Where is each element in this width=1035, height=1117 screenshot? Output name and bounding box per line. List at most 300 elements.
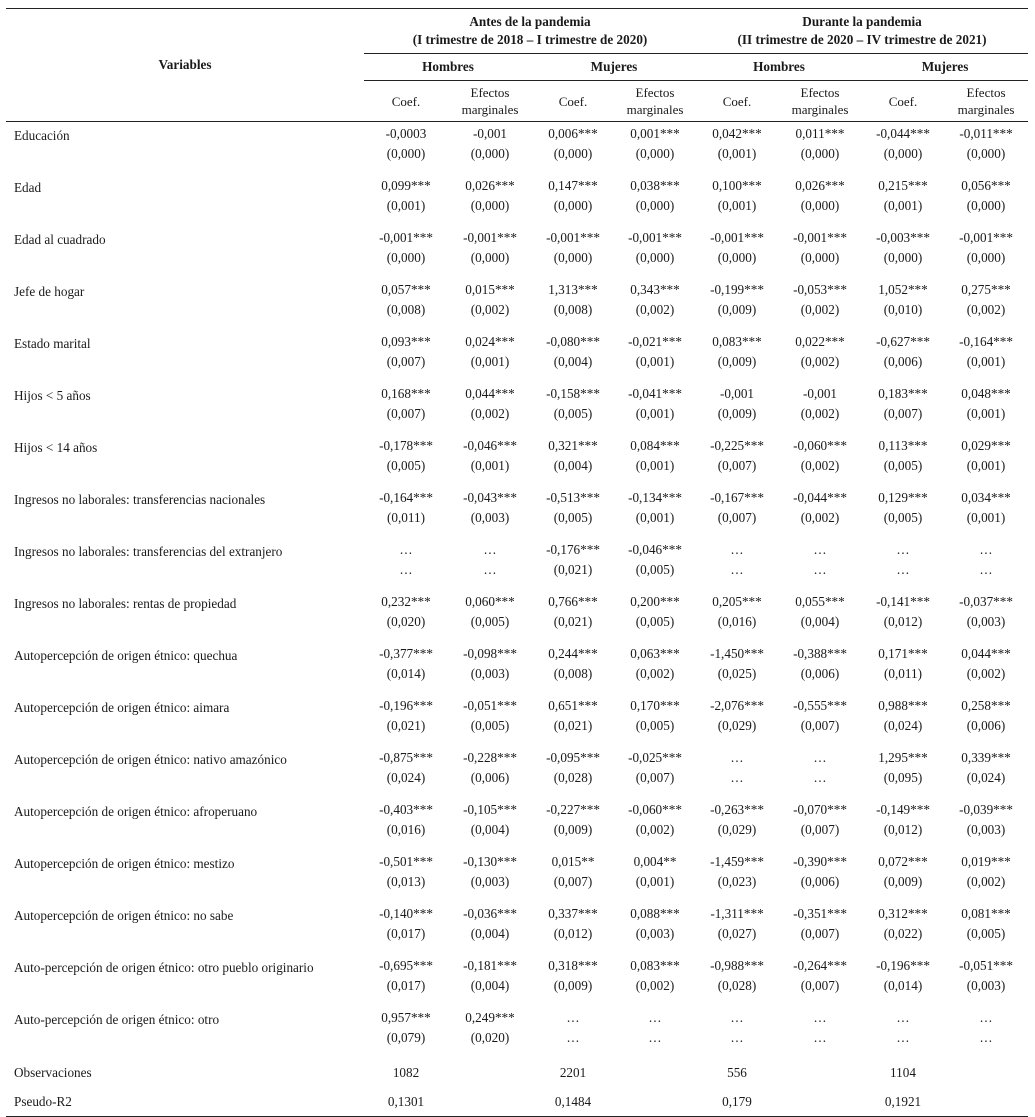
table-row	[6, 330, 1028, 382]
coef-cell	[532, 174, 614, 226]
marginal-cell	[778, 226, 862, 278]
marginal-cell	[778, 486, 862, 538]
estimate-value: 0,100***	[712, 178, 762, 193]
std-error-value: (0,007)	[717, 510, 757, 525]
estimate-value: -0,130***	[463, 854, 517, 869]
std-error-value: (0,010)	[883, 302, 923, 317]
std-error-value: …	[896, 1030, 910, 1045]
marginal-label-line2: marginales	[957, 102, 1015, 117]
estimate-value: -0,225***	[710, 438, 764, 453]
std-error-value: (0,009)	[883, 874, 923, 889]
std-error-value: (0,000)	[553, 146, 593, 161]
regression-table-container	[6, 8, 1028, 1117]
std-error-value: (0,023)	[717, 874, 757, 889]
marginal-cell	[614, 798, 696, 850]
marginal-effects-header	[448, 81, 532, 122]
estimate-value: …	[730, 750, 744, 765]
std-error-value: (0,002)	[800, 354, 840, 369]
marginal-cell	[614, 850, 696, 902]
marginal-cell	[448, 226, 532, 278]
estimate-value: -0,695***	[379, 958, 433, 973]
marginal-effects-header	[614, 81, 696, 122]
variable-name: Autopercepción de origen étnico: nativo amazónico	[14, 752, 287, 767]
estimate-value: 0,318***	[548, 958, 598, 973]
coef-cell	[696, 434, 778, 486]
std-error-value: (0,000)	[470, 198, 510, 213]
std-error-value: (0,002)	[800, 458, 840, 473]
coef-cell	[696, 278, 778, 330]
std-error-value: (0,002)	[800, 302, 840, 317]
std-error-value: (0,011)	[387, 510, 425, 525]
coef-cell	[364, 226, 448, 278]
marginal-cell	[944, 538, 1028, 590]
std-error-value: …	[730, 1030, 744, 1045]
period-subtitle: (II trimestre de 2020 – IV trimestre de 2021)	[737, 32, 987, 47]
std-error-value: (0,022)	[883, 926, 923, 941]
marginal-cell	[778, 330, 862, 382]
std-error-value: (0,000)	[635, 250, 675, 265]
estimate-value: …	[896, 542, 910, 557]
std-error-value: …	[813, 1030, 827, 1045]
estimate-value: 0,022***	[795, 334, 845, 349]
coef-header: Coef.	[558, 93, 588, 109]
estimate-value: -0,176***	[546, 542, 600, 557]
marginal-cell	[448, 174, 532, 226]
marginal-cell	[614, 330, 696, 382]
estimate-value: 0,056***	[961, 178, 1011, 193]
estimate-value: 0,343***	[630, 282, 680, 297]
estimate-value: 0,034***	[961, 490, 1011, 505]
std-error-value: (0,021)	[553, 718, 593, 733]
std-error-value: (0,000)	[883, 250, 923, 265]
std-error-value: …	[566, 1030, 580, 1045]
estimate-value: 0,244***	[548, 646, 598, 661]
std-error-value: (0,006)	[470, 770, 510, 785]
period-header-during	[696, 9, 1028, 54]
estimate-value: 0,232***	[381, 594, 431, 609]
coef-cell	[532, 642, 614, 694]
marginal-cell	[944, 590, 1028, 642]
estimate-value: -0,011***	[959, 126, 1013, 141]
std-error-value: …	[896, 562, 910, 577]
std-error-value: …	[399, 562, 413, 577]
std-error-value: (0,009)	[717, 354, 757, 369]
marginal-cell	[944, 746, 1028, 798]
estimate-value: -0,263***	[710, 802, 764, 817]
estimate-value: 0,339***	[961, 750, 1011, 765]
estimate-value: 0,055***	[795, 594, 845, 609]
estimate-value: …	[979, 1010, 993, 1025]
std-error-value: (0,008)	[553, 302, 593, 317]
std-error-value: (0,000)	[470, 250, 510, 265]
std-error-value: (0,001)	[717, 198, 757, 213]
estimate-value: -0,001***	[463, 230, 517, 245]
estimate-value: 0,001***	[630, 126, 680, 141]
coef-cell	[532, 226, 614, 278]
marginal-cell	[448, 330, 532, 382]
estimate-value: 0,337***	[548, 906, 598, 921]
footer-value: 1082	[392, 1064, 420, 1080]
std-error-value: (0,001)	[635, 874, 675, 889]
estimate-value: …	[648, 1010, 662, 1025]
estimate-value: 0,057***	[381, 282, 431, 297]
estimate-value: -1,459***	[710, 854, 764, 869]
estimate-value: 0,249***	[465, 1010, 515, 1025]
marginal-cell	[944, 954, 1028, 1006]
estimate-value: 0,015**	[551, 854, 595, 869]
std-error-value: (0,004)	[800, 614, 840, 629]
table-row	[6, 642, 1028, 694]
coef-cell	[696, 122, 778, 175]
marginal-cell	[448, 486, 532, 538]
estimate-value: -0,134***	[628, 490, 682, 505]
sex-header-mujeres: Mujeres	[862, 54, 1028, 81]
marginal-effects-header	[944, 81, 1028, 122]
footer-value: 2201	[559, 1064, 587, 1080]
footer-value: 556	[727, 1064, 747, 1080]
estimate-value: -0,041***	[628, 386, 682, 401]
estimate-value: -0,046***	[628, 542, 682, 557]
std-error-value: (0,007)	[553, 874, 593, 889]
estimate-value: -0,021***	[628, 334, 682, 349]
estimate-value: 0,011***	[795, 126, 845, 141]
estimate-value: …	[730, 1010, 744, 1025]
std-error-value: (0,006)	[883, 354, 923, 369]
estimate-value: -0,095***	[546, 750, 600, 765]
period-header-before	[364, 9, 696, 54]
marginal-cell	[778, 746, 862, 798]
std-error-value: (0,012)	[883, 614, 923, 629]
footer-label: Observaciones	[14, 1064, 92, 1080]
estimate-value: -1,450***	[710, 646, 764, 661]
coef-cell	[696, 642, 778, 694]
marginal-cell	[778, 174, 862, 226]
std-error-value: (0,007)	[800, 822, 840, 837]
std-error-value: (0,002)	[966, 302, 1006, 317]
std-error-value: (0,000)	[386, 146, 426, 161]
marginal-cell	[778, 434, 862, 486]
estimate-value: -0,044***	[876, 126, 930, 141]
coef-cell	[364, 538, 448, 590]
sex-header-mujeres: Mujeres	[532, 54, 696, 81]
std-error-value: (0,000)	[800, 250, 840, 265]
std-error-value: (0,001)	[717, 146, 757, 161]
coef-cell	[364, 902, 448, 954]
estimate-value: 0,183***	[878, 386, 928, 401]
coef-cell	[364, 122, 448, 175]
estimate-value: -0,627***	[876, 334, 930, 349]
estimate-value: 0,044***	[465, 386, 515, 401]
coef-cell	[532, 278, 614, 330]
variable-name: Edad al cuadrado	[14, 232, 106, 247]
footer-empty-cell	[448, 1058, 532, 1087]
estimate-value: -0,178***	[379, 438, 433, 453]
marginal-cell	[448, 590, 532, 642]
variable-name: Ingresos no laborales: rentas de propiedad	[14, 596, 237, 611]
coef-cell	[862, 330, 944, 382]
estimate-value: -0,001***	[379, 230, 433, 245]
coef-cell	[696, 174, 778, 226]
estimate-value: -0,351***	[793, 906, 847, 921]
coef-cell	[862, 174, 944, 226]
coef-cell	[532, 486, 614, 538]
estimate-value: -0,044***	[793, 490, 847, 505]
std-error-value: (0,014)	[883, 978, 923, 993]
marginal-cell	[944, 798, 1028, 850]
estimate-value: -2,076***	[710, 698, 764, 713]
marginal-cell	[778, 850, 862, 902]
std-error-value: (0,025)	[717, 666, 757, 681]
estimate-value: -0,227***	[546, 802, 600, 817]
marginal-cell	[944, 278, 1028, 330]
std-error-value: …	[730, 562, 744, 577]
std-error-value: (0,002)	[800, 406, 840, 421]
marginal-label-line1: Efectos	[966, 85, 1006, 100]
coef-cell	[532, 330, 614, 382]
marginal-cell	[944, 486, 1028, 538]
marginal-cell	[778, 538, 862, 590]
marginal-cell	[448, 902, 532, 954]
coef-header: Coef.	[391, 93, 421, 109]
coef-cell	[532, 538, 614, 590]
estimate-value: 1,313***	[548, 282, 598, 297]
std-error-value: (0,024)	[386, 770, 426, 785]
std-error-value: (0,002)	[635, 978, 675, 993]
estimate-value: 0,766***	[548, 594, 598, 609]
std-error-value: (0,003)	[966, 978, 1006, 993]
marginal-cell	[944, 850, 1028, 902]
marginal-cell	[448, 694, 532, 746]
coef-cell	[862, 590, 944, 642]
coef-cell	[364, 330, 448, 382]
coef-cell	[696, 382, 778, 434]
std-error-value: (0,009)	[553, 822, 593, 837]
coef-cell	[532, 434, 614, 486]
coef-header: Coef.	[888, 93, 918, 109]
estimate-value: -0,158***	[546, 386, 600, 401]
regression-table	[6, 8, 1028, 1117]
std-error-value: (0,000)	[966, 198, 1006, 213]
std-error-value: (0,027)	[717, 926, 757, 941]
std-error-value: (0,021)	[386, 718, 426, 733]
table-row	[6, 538, 1028, 590]
estimate-value: -0,167***	[710, 490, 764, 505]
marginal-cell	[944, 382, 1028, 434]
marginal-cell	[448, 850, 532, 902]
marginal-effects-header	[778, 81, 862, 122]
marginal-cell	[614, 122, 696, 175]
estimate-value: -1,311***	[710, 906, 764, 921]
footer-value: 0,1301	[387, 1093, 425, 1109]
coef-cell	[862, 1006, 944, 1058]
std-error-value: …	[648, 1030, 662, 1045]
std-error-value: (0,012)	[883, 822, 923, 837]
estimate-value: -0,001	[719, 386, 755, 401]
coef-cell	[364, 954, 448, 1006]
estimate-value: -0,043***	[463, 490, 517, 505]
footer-empty-cell	[944, 1058, 1028, 1087]
table-row	[6, 850, 1028, 902]
table-row	[6, 382, 1028, 434]
coef-cell	[532, 122, 614, 175]
coef-header: Coef.	[722, 93, 752, 109]
estimate-value: -0,164***	[379, 490, 433, 505]
std-error-value: (0,004)	[470, 926, 510, 941]
std-error-value: (0,008)	[553, 666, 593, 681]
estimate-value: -0,001***	[546, 230, 600, 245]
std-error-value: (0,007)	[635, 770, 675, 785]
std-error-value: (0,007)	[883, 406, 923, 421]
marginal-cell	[448, 122, 532, 175]
std-error-value: (0,024)	[883, 718, 923, 733]
coef-cell	[532, 954, 614, 1006]
estimate-value: 0,088***	[630, 906, 680, 921]
marginal-cell	[614, 486, 696, 538]
marginal-cell	[614, 278, 696, 330]
estimate-value: -0,141***	[876, 594, 930, 609]
std-error-value: …	[730, 770, 744, 785]
estimate-value: 0,168***	[381, 386, 431, 401]
marginal-cell	[778, 1006, 862, 1058]
std-error-value: (0,001)	[470, 458, 510, 473]
coef-cell	[862, 226, 944, 278]
table-row	[6, 694, 1028, 746]
std-error-value: (0,006)	[800, 874, 840, 889]
estimate-value: 0,038***	[630, 178, 680, 193]
estimate-value: -0,390***	[793, 854, 847, 869]
std-error-value: (0,003)	[966, 822, 1006, 837]
std-error-value: …	[813, 770, 827, 785]
estimate-value: 0,060***	[465, 594, 515, 609]
footer-row	[6, 1058, 1028, 1087]
std-error-value: (0,008)	[386, 302, 426, 317]
estimate-value: -0,070***	[793, 802, 847, 817]
variable-name: Jefe de hogar	[14, 284, 85, 299]
estimate-value: 0,006***	[548, 126, 598, 141]
std-error-value: (0,028)	[553, 770, 593, 785]
std-error-value: (0,009)	[717, 302, 757, 317]
marginal-cell	[778, 642, 862, 694]
marginal-cell	[944, 434, 1028, 486]
coef-cell	[364, 642, 448, 694]
coef-cell	[862, 486, 944, 538]
std-error-value: (0,001)	[966, 354, 1006, 369]
std-error-value: (0,001)	[635, 510, 675, 525]
std-error-value: (0,000)	[635, 198, 675, 213]
coef-cell	[696, 954, 778, 1006]
table-row	[6, 486, 1028, 538]
estimate-value: 0,048***	[961, 386, 1011, 401]
std-error-value: (0,007)	[800, 718, 840, 733]
estimate-value: …	[566, 1010, 580, 1025]
std-error-value: (0,001)	[635, 406, 675, 421]
std-error-value: (0,000)	[635, 146, 675, 161]
estimate-value: …	[813, 1010, 827, 1025]
std-error-value: (0,001)	[966, 458, 1006, 473]
estimate-value: -0,051***	[463, 698, 517, 713]
marginal-cell	[448, 642, 532, 694]
std-error-value: (0,003)	[470, 874, 510, 889]
coef-cell	[696, 590, 778, 642]
std-error-value: (0,006)	[966, 718, 1006, 733]
table-row	[6, 746, 1028, 798]
coef-cell	[862, 434, 944, 486]
estimate-value: 0,171***	[878, 646, 928, 661]
std-error-value: (0,005)	[966, 926, 1006, 941]
std-error-value: (0,003)	[470, 666, 510, 681]
std-error-value: (0,009)	[717, 406, 757, 421]
estimate-value: -0,036***	[463, 906, 517, 921]
estimate-value: -0,228***	[463, 750, 517, 765]
marginal-label-line2: marginales	[626, 102, 684, 117]
marginal-cell	[448, 1006, 532, 1058]
estimate-value: 0,200***	[630, 594, 680, 609]
std-error-value: (0,005)	[470, 718, 510, 733]
marginal-cell	[448, 538, 532, 590]
std-error-value: …	[483, 562, 497, 577]
table-row	[6, 174, 1028, 226]
marginal-cell	[778, 798, 862, 850]
std-error-value: (0,003)	[635, 926, 675, 941]
std-error-value: (0,002)	[470, 302, 510, 317]
table-row	[6, 434, 1028, 486]
std-error-value: …	[813, 562, 827, 577]
std-error-value: (0,003)	[966, 614, 1006, 629]
estimate-value: -0,181***	[463, 958, 517, 973]
variable-name: Autopercepción de origen étnico: quechua	[14, 648, 238, 663]
marginal-cell	[778, 122, 862, 175]
std-error-value: (0,000)	[386, 250, 426, 265]
period-title: Antes de la pandemia	[469, 14, 591, 29]
std-error-value: (0,000)	[966, 250, 1006, 265]
std-error-value: (0,000)	[553, 250, 593, 265]
std-error-value: (0,021)	[553, 562, 593, 577]
marginal-cell	[944, 174, 1028, 226]
footer-empty-cell	[778, 1058, 862, 1087]
marginal-cell	[614, 434, 696, 486]
estimate-value: -0,060***	[628, 802, 682, 817]
estimate-value: …	[813, 542, 827, 557]
footer-row	[6, 1087, 1028, 1117]
coef-cell	[364, 486, 448, 538]
coef-cell	[862, 902, 944, 954]
std-error-value: (0,005)	[883, 510, 923, 525]
estimate-value: 0,099***	[381, 178, 431, 193]
estimate-value: -0,403***	[379, 802, 433, 817]
estimate-value: -0,080***	[546, 334, 600, 349]
footer-value: 0,179	[722, 1093, 752, 1109]
variable-name: Educación	[14, 128, 70, 143]
estimate-value: -0,001	[472, 126, 508, 141]
std-error-value: (0,001)	[635, 458, 675, 473]
footer-empty-cell	[778, 1087, 862, 1117]
table-row	[6, 226, 1028, 278]
estimate-value: -0,098***	[463, 646, 517, 661]
estimate-value: 0,275***	[961, 282, 1011, 297]
estimate-value: 0,129***	[878, 490, 928, 505]
marginal-cell	[448, 954, 532, 1006]
period-title: Durante la pandemia	[802, 14, 922, 29]
coef-cell	[364, 278, 448, 330]
coef-cell	[696, 746, 778, 798]
marginal-cell	[614, 174, 696, 226]
std-error-value: (0,020)	[386, 614, 426, 629]
coef-cell	[696, 1006, 778, 1058]
estimate-value: -0,001***	[710, 230, 764, 245]
estimate-value: 0,044***	[961, 646, 1011, 661]
std-error-value: (0,004)	[553, 458, 593, 473]
coef-cell	[364, 694, 448, 746]
